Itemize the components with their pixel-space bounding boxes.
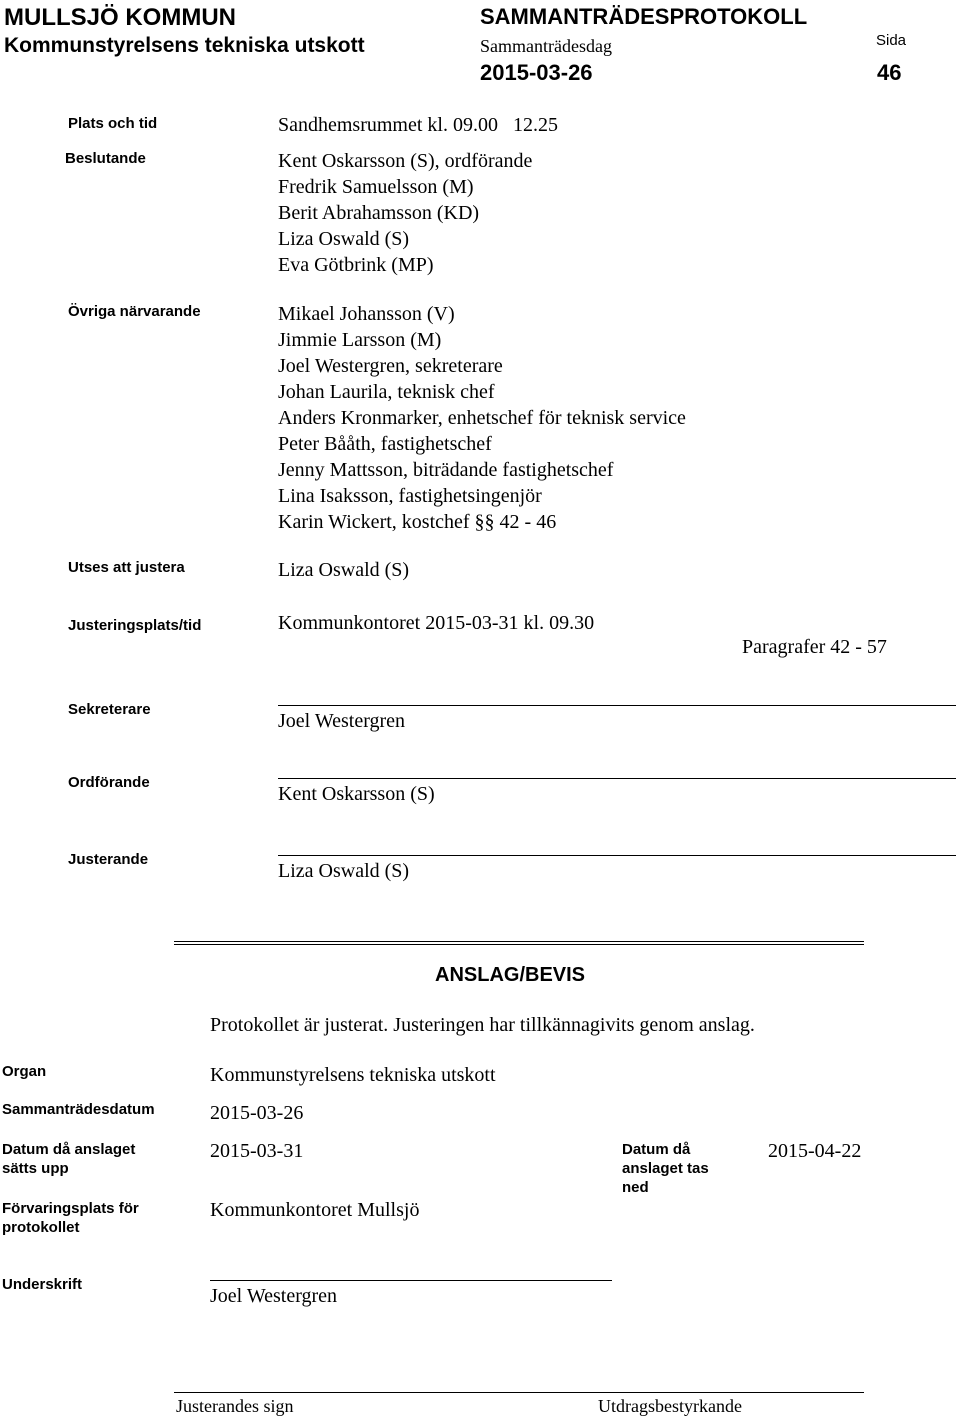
organ-label: Organ bbox=[2, 1063, 47, 1080]
removed-date-value: 2015-04-22 bbox=[768, 1140, 862, 1162]
adjuster-value: Liza Oswald (S) bbox=[278, 559, 410, 581]
attendee: Jenny Mattsson, biträdande fastighetschef bbox=[278, 459, 614, 481]
storage-label-line: protokollet bbox=[2, 1219, 80, 1236]
signature-label: Underskrift bbox=[2, 1276, 83, 1293]
place-value: Sandhemsrummet kl. 09.00 12.25 bbox=[278, 114, 558, 136]
extract-certify-caption: Utdragsbestyrkande bbox=[598, 1396, 742, 1416]
deciding-member: Kent Oskarsson (S), ordförande bbox=[278, 150, 533, 172]
adjust-place-value: Kommunkontoret 2015-03-31 kl. 09.30 bbox=[278, 612, 595, 634]
committee-name: Kommunstyrelsens tekniska utskott bbox=[4, 34, 365, 57]
deciding-member: Liza Oswald (S) bbox=[278, 228, 410, 250]
justerande-signature-line bbox=[278, 855, 956, 856]
others-label: Övriga närvarande bbox=[68, 303, 201, 320]
adjust-place-label: Justeringsplats/tid bbox=[68, 617, 202, 634]
attendee: Jimmie Larsson (M) bbox=[278, 329, 442, 351]
removed-date-label-line: anslaget tas bbox=[622, 1160, 709, 1177]
notice-meeting-date-value: 2015-03-26 bbox=[210, 1102, 304, 1124]
adjuster-sign-caption: Justerandes sign bbox=[176, 1396, 294, 1416]
attendee: Peter Bååth, fastighetschef bbox=[278, 433, 492, 455]
secretary-label: Sekreterare bbox=[68, 701, 151, 718]
notice-meeting-date-label: Sammanträdesdatum bbox=[2, 1101, 155, 1118]
removed-date-label bbox=[622, 1140, 709, 1197]
storage-value: Kommunkontoret Mullsjö bbox=[210, 1199, 420, 1221]
attendee: Joel Westergren, sekreterare bbox=[278, 355, 503, 377]
notice-title: ANSLAG/BEVIS bbox=[435, 964, 586, 986]
posted-date-label bbox=[2, 1140, 135, 1178]
organ-value: Kommunstyrelsens tekniska utskott bbox=[210, 1064, 496, 1086]
posted-date-label-line: sätts upp bbox=[2, 1160, 69, 1177]
chair-name: Kent Oskarsson (S) bbox=[278, 783, 435, 805]
page-label: Sida bbox=[876, 32, 907, 49]
attendee: Mikael Johansson (V) bbox=[278, 303, 455, 325]
others-list bbox=[278, 301, 686, 535]
meeting-date: 2015-03-26 bbox=[480, 60, 593, 85]
deciding-list bbox=[278, 148, 532, 278]
posted-date-label-line: Datum då anslaget bbox=[2, 1141, 136, 1158]
attendee: Johan Laurila, teknisk chef bbox=[278, 381, 495, 403]
deciding-member: Eva Götbrink (MP) bbox=[278, 254, 434, 276]
footer-line bbox=[174, 1392, 864, 1393]
paragraph-range: Paragrafer 42 - 57 bbox=[742, 636, 887, 658]
adjuster-label: Utses att justera bbox=[68, 559, 185, 576]
removed-date-label-line: ned bbox=[622, 1179, 649, 1196]
document-type: SAMMANTRÄDESPROTOKOLL bbox=[480, 4, 808, 29]
removed-date-label-line: Datum då bbox=[622, 1141, 691, 1158]
notice-separator-top bbox=[174, 941, 864, 942]
notice-signature-name: Joel Westergren bbox=[210, 1285, 338, 1307]
secretary-signature-line bbox=[278, 705, 956, 706]
attendee: Lina Isaksson, fastighetsingenjör bbox=[278, 485, 542, 507]
chair-signature-line bbox=[278, 778, 956, 779]
page-number: 46 bbox=[877, 60, 902, 85]
storage-label bbox=[2, 1199, 139, 1237]
notice-statement: Protokollet är justerat. Justeringen har tillkännagivits genom anslag. bbox=[210, 1014, 755, 1036]
place-label: Plats och tid bbox=[68, 115, 158, 132]
attendee: Karin Wickert, kostchef §§ 42 - 46 bbox=[278, 511, 557, 533]
deciding-member: Fredrik Samuelsson (M) bbox=[278, 176, 474, 198]
municipality-name: MULLSJÖ KOMMUN bbox=[4, 4, 236, 31]
chair-label: Ordförande bbox=[68, 774, 150, 791]
posted-date-value: 2015-03-31 bbox=[210, 1140, 304, 1162]
deciding-member: Berit Abrahamsson (KD) bbox=[278, 202, 480, 224]
meeting-date-label: Sammanträdesdag bbox=[480, 36, 612, 56]
storage-label-line: Förvaringsplats för bbox=[2, 1200, 139, 1217]
justerande-label: Justerande bbox=[68, 851, 149, 868]
deciding-label: Beslutande bbox=[65, 150, 146, 167]
secretary-name: Joel Westergren bbox=[278, 710, 406, 732]
attendee: Anders Kronmarker, enhetschef för teknisk service bbox=[278, 407, 686, 429]
notice-signature-line bbox=[210, 1280, 612, 1281]
justerande-name: Liza Oswald (S) bbox=[278, 860, 410, 882]
notice-separator-bottom bbox=[174, 944, 864, 945]
